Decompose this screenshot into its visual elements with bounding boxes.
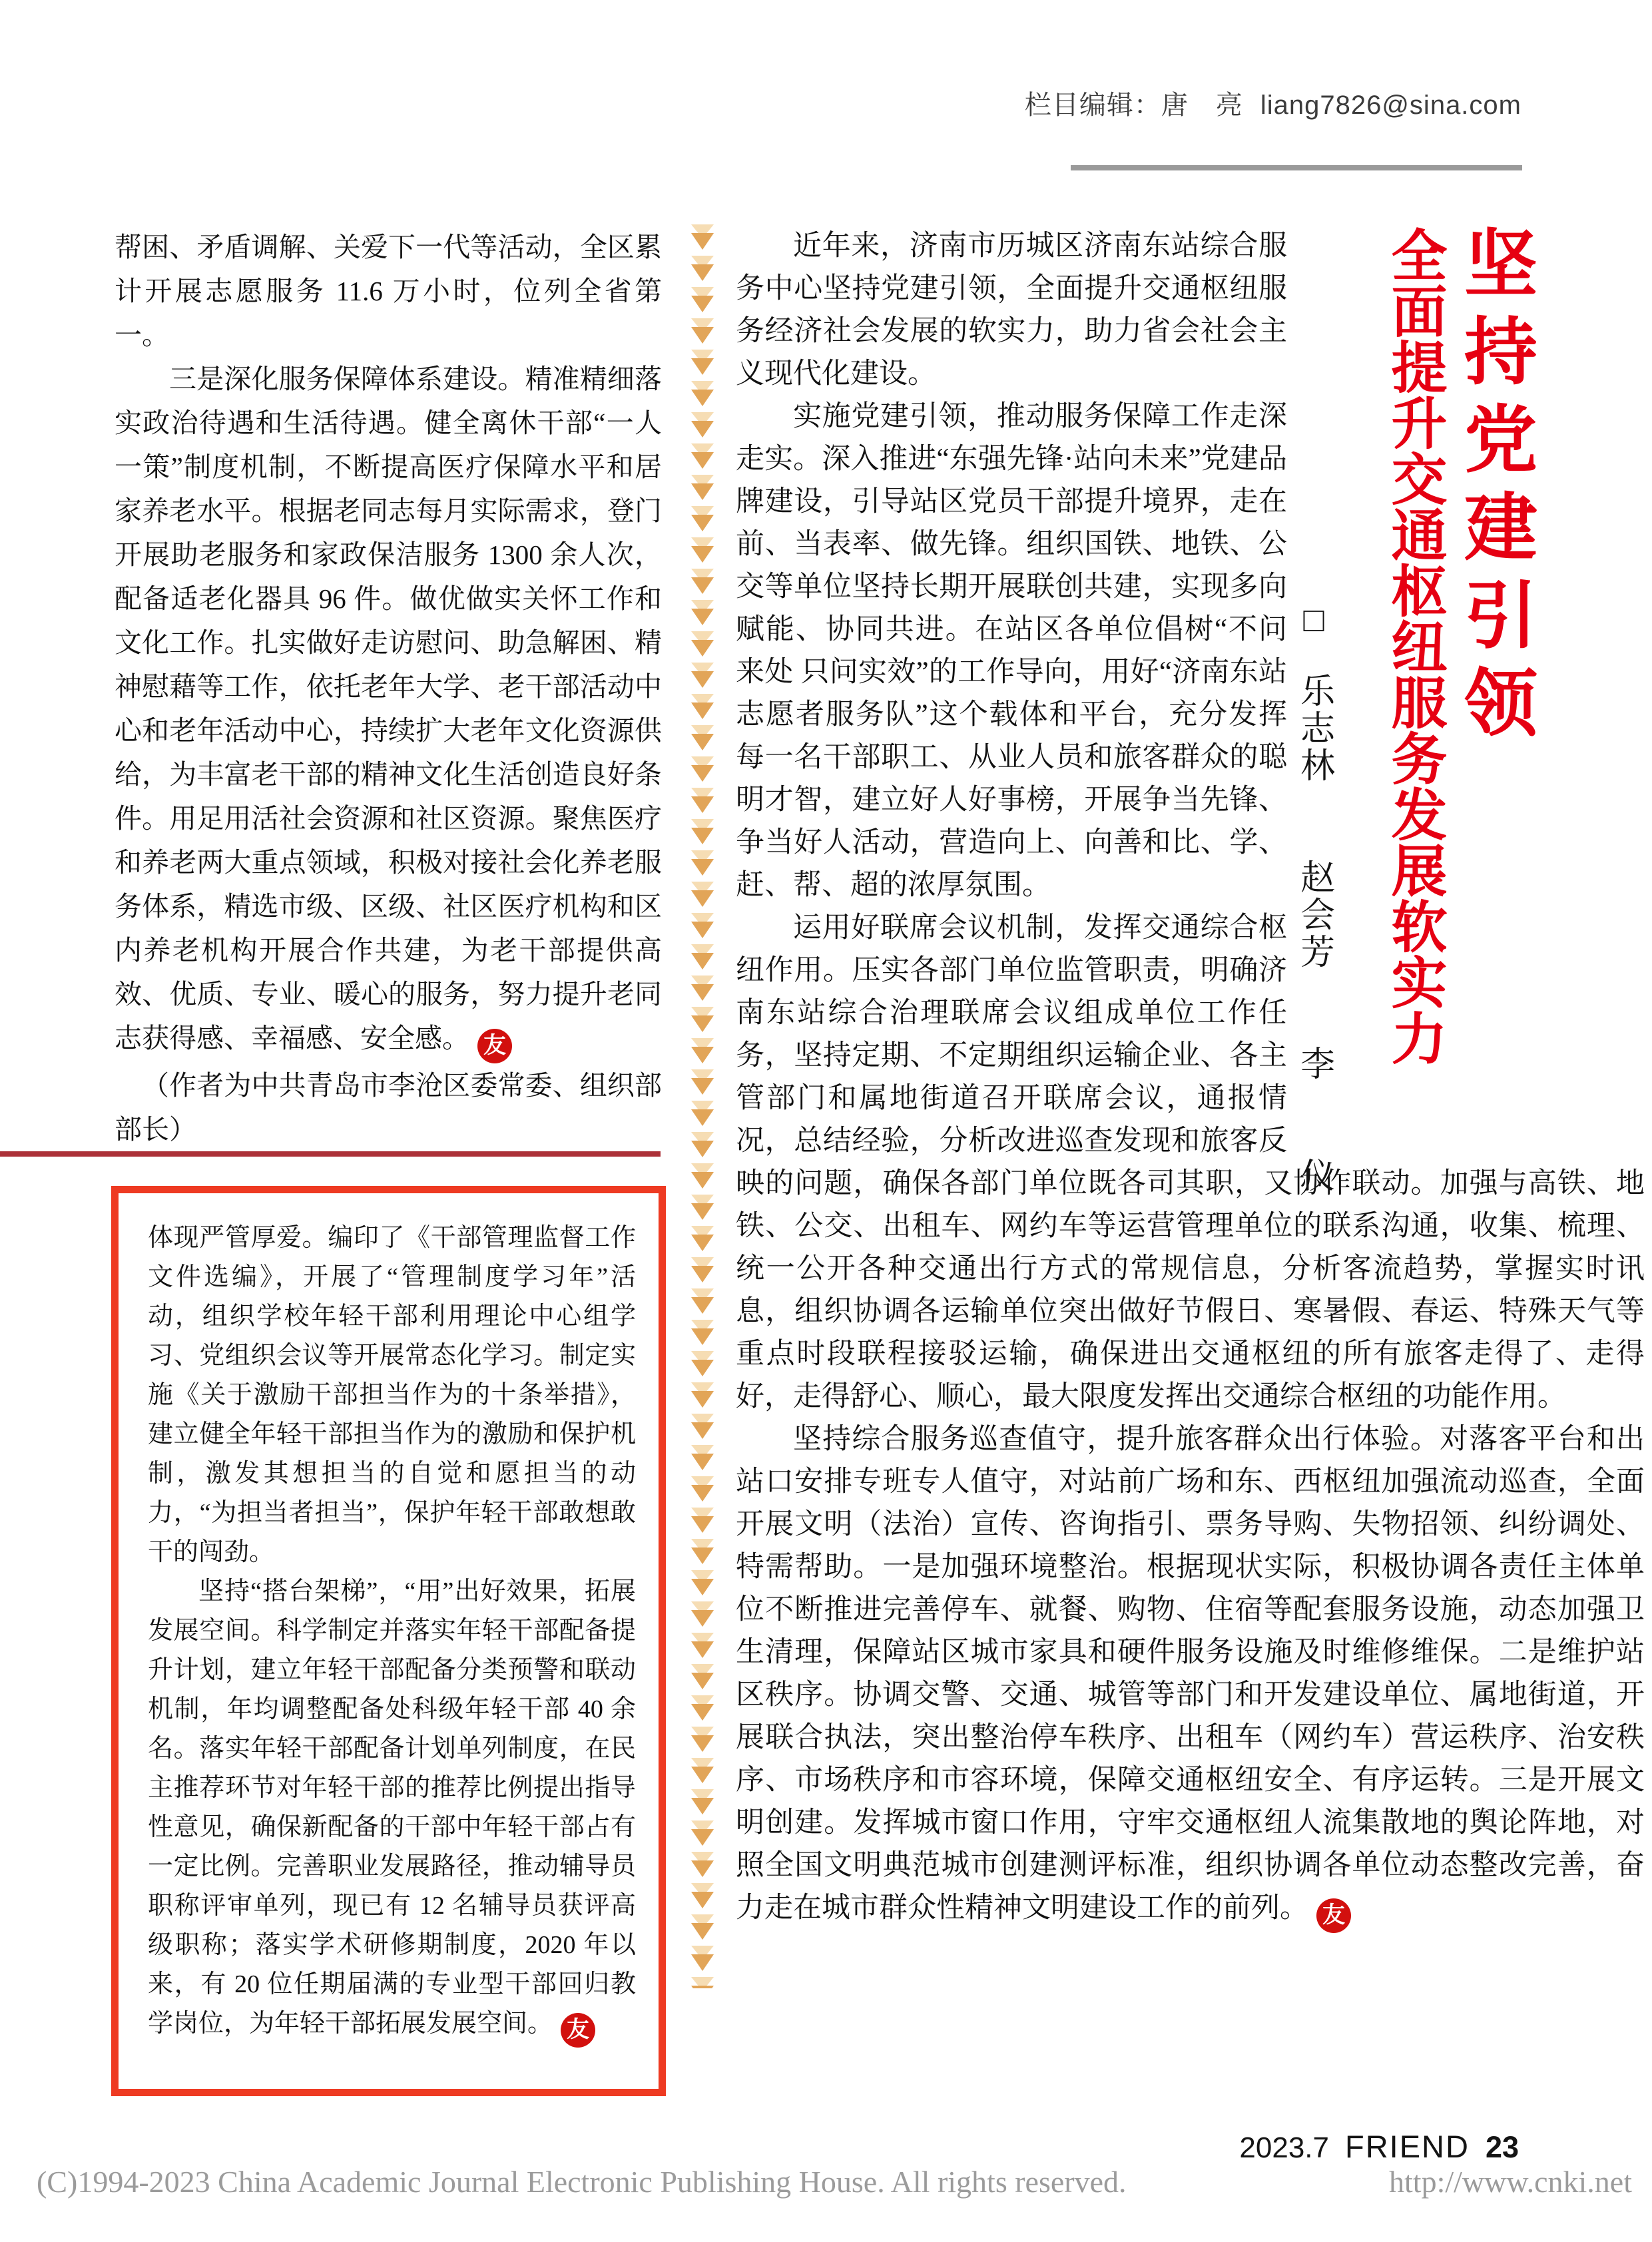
main-article-paragraph: 坚持综合服务巡查值守，提升旅客群众出行体验。对落客平台和出站口安排专班专人值守，对站前广场和东、西枢纽加强流动巡查，全面开展文明（法治）宣传、咨询指引、票务导购、失物招领、纠纷调处、特需帮助。一是加强环境整治。根据现状实际，积极协调各责任主体单位不断推进完善停车、就餐、购物、住宿等配套服务设施，动态加强卫生清理，保障站区城市家具和硬件服务设施及时维修维保。二是维护站区秩序。协调交警、交通、城管等部门和开发建设单位、属地街道，开展联合执法，突出整治停车秩序、出租车（网约车）营运秩序、治安秩序、市场秩序和市容环境，保障交通枢纽安全、有序运转。三是开展文明创建。发挥城市窗口作用，守牢交通枢纽人流集散地的舆论阵地，对照全国文明典范城市创建测评标准，组织协调各单位动态整改完善，奋力走在城市群众性精神文明建设工作的前列。 友 (736, 1418, 1645, 1933)
issue-label: 2023.7 (1239, 2131, 1329, 2164)
author-names: 乐志林 赵会芳 李 仪 (1294, 673, 1333, 1195)
page-number: 23 (1485, 2130, 1519, 2164)
left-article-column (115, 225, 662, 1151)
vertical-title-block (1287, 225, 1645, 1195)
boxed-article-paragraph: 坚持“搭台架梯”，“用”出好效果，拓展发展空间。科学制定并落实年轻干部配备提升计划，建立年轻干部配备分类预警和联动机制，年均调整配备处科级年轻干部 40 余名。落实年轻干部配备计划单列制度，在民主推荐环节对年轻干部的推荐比例提出指导性意见，确保新配备的干部中年轻干部占有一定比例。完善职业发展路径，推动辅导员职称评审单列，现已有 12 名辅导员获评高级职称；落实学术研修期制度，2020 年以来，有 20 位任期届满的专业型干部回归教学岗位，为年轻干部拓展发展空间。 友 (148, 1572, 636, 2048)
main-article-paragraph: 实施党建引领，推动服务保障工作走深走实。深入推进“东强先锋·站向未来”党建品牌建设，引导站区党员干部提升境界，走在前、当表率、做先锋。组织国铁、地铁、公交等单位坚持长期开展联创共建，实现多向赋能、协同共进。在站区各单位倡树“不问来处 只问实效”的工作导向，用好“济南东站志愿者服务队”这个载体和平台，充分发挥每一名干部职工、从业人员和旅客群众的聪明才智，建立好人好事榜，开展争当先锋、争当好人活动，营造向上、向善和比、学、赶、帮、超的浓厚氛围。 (736, 401, 1287, 901)
page-marker (1239, 2128, 1519, 2165)
friend-end-mark-icon: 友 (561, 2013, 595, 2048)
copyright-text: (C)1994-2023 China Academic Journal Electronic Publishing House. All rights reserved. (37, 2165, 1127, 2199)
main-article-paragraph: 近年来，济南市历城区济南东站综合服务中心坚持党建引领，全面提升交通枢纽服务经济社会发展的软实力，助力省会社会主义现代化建设。 (736, 230, 1287, 390)
down-arrows-divider-icon (690, 224, 714, 1988)
article-title-line-2: 全面提升交通枢纽服务发展软实力 (1383, 226, 1445, 1065)
page-header (1025, 84, 1521, 122)
main-article-column (736, 225, 1645, 1933)
column-divider (690, 224, 714, 1988)
boxed-article-paragraph: 体现严管厚爱。编印了《干部管理监督工作文件选编》，开展了“管理制度学习年”活动，组织学校年轻干部利用理论中心组学习、党组织会议等开展常态化学习。制定实施《关于激励干部担当作为的十条举措》，建立健全年轻干部担当作为的激励和保护机制，激发其想担当的自觉和愿担当的动力，“为担当者担当”，保护年轻干部敢想敢干的闯劲。 (148, 1224, 636, 1566)
column-editor-label: 栏目编辑：唐 亮 (1024, 91, 1243, 120)
red-divider-line (0, 1151, 661, 1157)
header-rule (1071, 165, 1522, 170)
author-note: （作者为中共青岛市李沧区委常委、组织部部长） (115, 1070, 662, 1145)
article-title-line-1: 坚持党建引领 (1454, 225, 1535, 752)
main-article-paragraph: 运用好联席会议机制，发挥交通综合枢纽作用。压实各部门单位监管职责，明确济南东站综合治理联席会议组成单位工作任务，坚持定期、不定期组织运输企业、各主管部门和属地街道召开联席会议，通报情况，总结经验，分析改进巡查发现和旅客反映的问题，确保各部门单位既各司其职，又协作联动。加强与高铁、地铁、公交、出租车、网约车等运营管理单位的联系沟通，收集、梳理、统一公开各种交通出行方式的常规信息，分析客流趋势，掌握实时讯息，组织协调各运输单位突出做好节假日、寒暑假、春运、特殊天气等重点时段联程接驳运输，确保进出交通枢纽的所有旅客走得了、走得好，走得舒心、顺心，最大限度发挥出交通综合枢纽的功能作用。 (736, 912, 1645, 1412)
friend-end-mark-icon: 友 (477, 1029, 512, 1063)
copyright-bar (37, 2164, 1632, 2199)
left-article-paragraph: 三是深化服务保障体系建设。精准精细落实政治待遇和生活待遇。健全离休干部“一人一策”制度机制，不断提高医疗保障水平和居家养老水平。根据老同志每月实际需求，登门开展助老服务和家政保洁服务 1300 余人次，配备适老化器具 96 件。做优做实关怀工作和文化工作。扎实做好走访慰问、助急解困、精神慰藉等工作，依托老年大学、老干部活动中心和老年活动中心，持续扩大老年文化资源供给，为丰富老干部的精神文化生活创造良好条件。用足用活社会资源和社区资源。聚焦医疗和养老两大重点领域，积极对接社会化养老服务体系，精选市级、区级、社区医疗机构和区内养老机构开展合作共建，为老干部提供高效、优质、专业、暖心的服务，努力提升老同志获得感、幸福感、安全感。 友 (115, 357, 662, 1063)
journal-name-label: FRIEND (1344, 2129, 1470, 2164)
highlighted-box-article (111, 1186, 666, 2096)
author-block (1295, 601, 1332, 1195)
friend-end-mark-icon: 友 (1316, 1898, 1351, 1933)
author-marker: □ (1294, 601, 1333, 642)
left-article-paragraph: 帮困、矛盾调解、关爱下一代等活动，全区累计开展志愿服务 11.6 万小时，位列全省第一。 (115, 232, 662, 350)
editor-email: liang7826@sina.com (1260, 91, 1521, 120)
cnki-url: http://www.cnki.net (1389, 2165, 1632, 2199)
